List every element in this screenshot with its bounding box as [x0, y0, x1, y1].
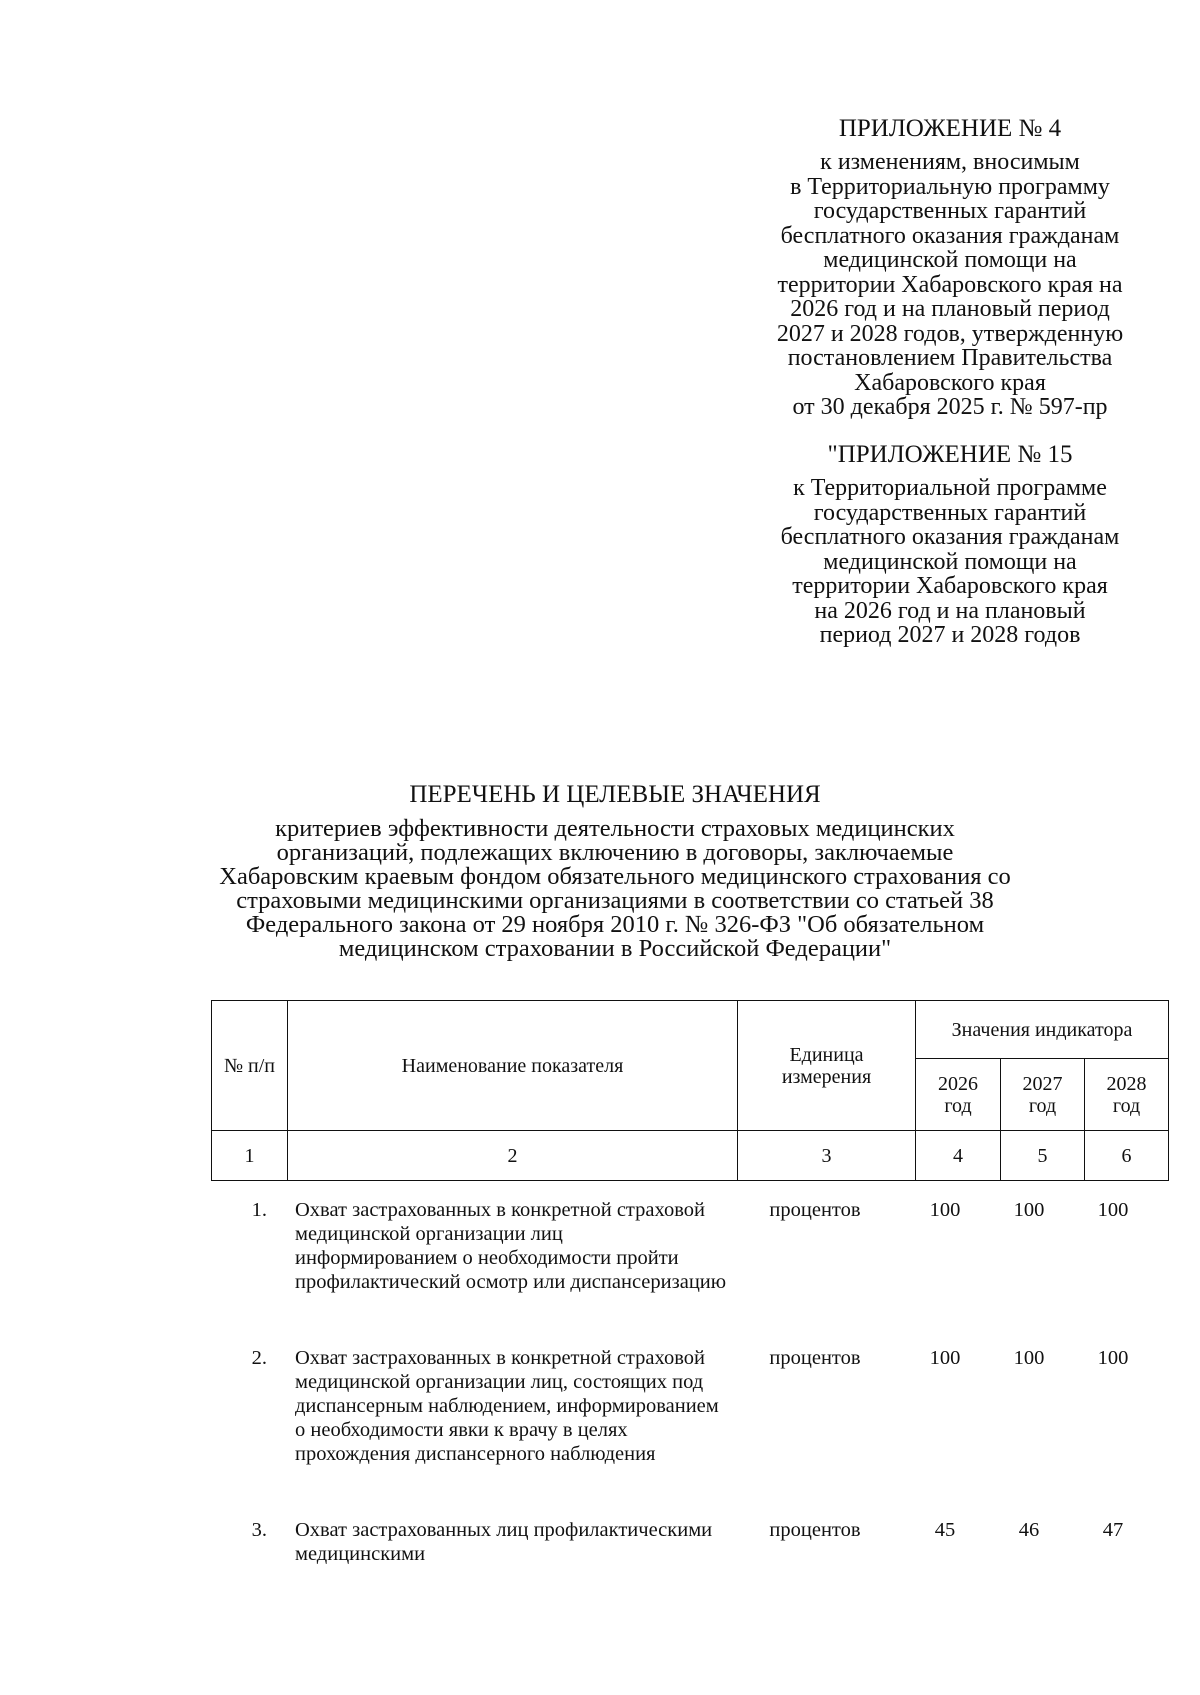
document-title-block	[200, 780, 1030, 961]
text-line: Хабаровским краевым фондом обязательного медицинского страхования со	[219, 863, 1011, 890]
appendix-4-text	[690, 150, 1200, 420]
table-row	[211, 1346, 1168, 1466]
header-year-2026: 2026 год	[916, 1059, 1001, 1131]
row-value-2026: 100	[929, 1199, 961, 1221]
criteria-list	[211, 1198, 1168, 1618]
row-name: Охват застрахованных в конкретной страховой медицинской организации лиц информированием о необходимости пройти профилактический осмотр или диспансеризацию	[295, 1199, 727, 1293]
text-line: 2027 и 2028 годов, утвержденную	[776, 320, 1124, 347]
text-line: медицинской помощи на	[823, 548, 1077, 575]
row-value-2027: 100	[1013, 1199, 1045, 1221]
text-line: медицинском страховании в Российской Федерации"	[338, 935, 892, 962]
appendix-4-block	[690, 114, 1200, 420]
row-unit: процентов	[769, 1519, 861, 1541]
appendix-15-block	[690, 440, 1200, 648]
row-name: Охват застрахованных лиц профилактическими медицинскими	[295, 1519, 713, 1565]
index-cell: 2	[288, 1131, 738, 1181]
row-value-2028: 100	[1097, 1347, 1129, 1369]
row-value-2027: 100	[1013, 1347, 1045, 1369]
header-unit: Единица измерения	[738, 1001, 916, 1131]
header-num: № п/п	[212, 1001, 288, 1131]
table-row	[211, 1518, 1168, 1566]
text-line: от 30 декабря 2025 г. № 597-пр	[792, 394, 1108, 420]
text-line: бесплатного оказания гражданам	[780, 222, 1120, 249]
row-value-2026: 45	[934, 1519, 956, 1541]
text-line: Хабаровского края	[854, 369, 1046, 396]
index-cell: 6	[1085, 1131, 1169, 1181]
text-line: государственных гарантий	[813, 198, 1087, 224]
text-line: период 2027 и 2028 годов	[819, 622, 1081, 648]
row-number: 3.	[251, 1519, 267, 1541]
row-unit: процентов	[769, 1347, 861, 1369]
header-year-2027: 2027 год	[1001, 1059, 1085, 1131]
row-number: 1.	[251, 1199, 267, 1221]
index-cell: 1	[212, 1131, 288, 1181]
index-cell: 4	[916, 1131, 1001, 1181]
text-line: постановлением Правительства	[787, 345, 1113, 371]
index-cell: 3	[738, 1131, 916, 1181]
document-title: ПЕРЕЧЕНЬ И ЦЕЛЕВЫЕ ЗНАЧЕНИЯ	[409, 781, 821, 808]
text-line: государственных гарантий	[813, 499, 1087, 526]
appendix-15-heading: "ПРИЛОЖЕНИЕ № 15	[827, 441, 1073, 468]
criteria-table-header	[211, 1000, 1169, 1181]
row-unit: процентов	[769, 1199, 861, 1221]
row-value-2027: 46	[1018, 1519, 1040, 1541]
text-line: территории Хабаровского края	[792, 573, 1108, 599]
header-values: Значения индикатора	[916, 1001, 1169, 1059]
header-year-2028: 2028 год	[1085, 1059, 1169, 1131]
row-value-2028: 100	[1097, 1199, 1129, 1221]
text-line: к Территориальной программе	[793, 475, 1107, 501]
text-line: к изменениям, вносимым	[820, 149, 1080, 175]
text-line: 2026 год и на плановый период	[790, 296, 1110, 322]
row-value-2026: 100	[929, 1347, 961, 1369]
row-value-2028: 47	[1102, 1519, 1124, 1541]
row-name: Охват застрахованных в конкретной страховой медицинской организации лиц, состоящих под диспансерным наблюдением, информированием о необходимости явки к врачу в целях прохождения диспансерного наблюдения	[295, 1347, 719, 1465]
index-cell: 5	[1001, 1131, 1085, 1181]
text-line: Федерального закона от 29 ноября 2010 г. № 326-ФЗ "Об обязательном	[245, 911, 985, 938]
text-line: организаций, подлежащих включению в договоры, заключаемые	[276, 839, 954, 866]
text-line: на 2026 год и на плановый	[814, 597, 1086, 624]
text-line: в Территориальную программу	[790, 173, 1110, 200]
appendix-15-text	[690, 476, 1200, 648]
header-name: Наименование показателя	[288, 1001, 738, 1131]
text-line: медицинской помощи на	[823, 247, 1077, 273]
table-row	[211, 1198, 1168, 1294]
text-line: территории Хабаровского края на	[777, 271, 1123, 298]
appendix-4-heading: ПРИЛОЖЕНИЕ № 4	[838, 115, 1062, 142]
document-subtitle	[200, 817, 1030, 961]
row-number: 2.	[251, 1347, 267, 1369]
text-line: страховыми медицинскими организациями в соответствии со статьей 38	[236, 887, 994, 914]
text-line: бесплатного оказания гражданам	[780, 524, 1120, 550]
text-line: критериев эффективности деятельности страховых медицинских	[275, 815, 955, 842]
